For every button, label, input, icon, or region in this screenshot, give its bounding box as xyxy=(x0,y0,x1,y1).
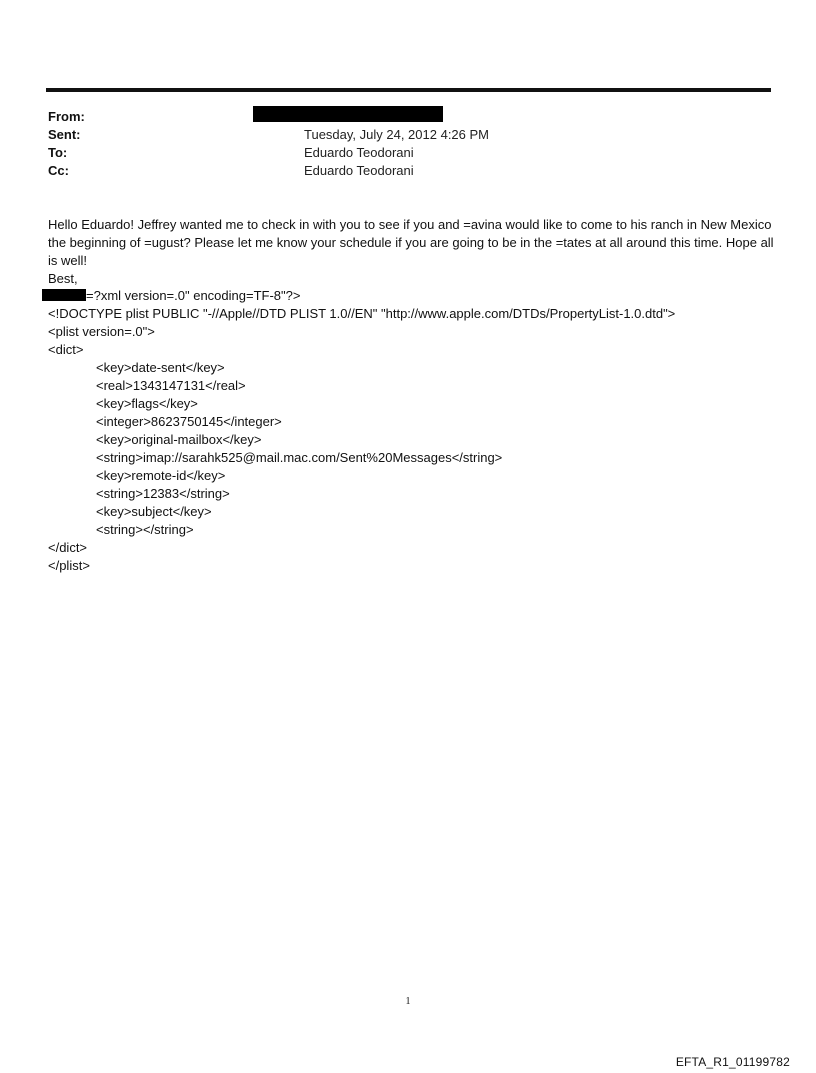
sent-value: Tuesday, July 24, 2012 4:26 PM xyxy=(304,127,489,142)
from-row xyxy=(48,108,85,126)
xml-line: <plist version=.0"> xyxy=(48,324,155,339)
xml-line: <!DOCTYPE plist PUBLIC "-//Apple//DTD PLIST 1.0//EN" "http://www.apple.com/DTDs/PropertyList-1.0.dtd"> xyxy=(48,306,676,321)
xml-line: </plist> xyxy=(48,558,90,573)
cc-value: Eduardo Teodorani xyxy=(304,163,414,178)
message-signoff: Best, xyxy=(48,271,78,286)
redaction-from xyxy=(253,106,443,122)
xml-line: <string></string> xyxy=(96,522,194,537)
xml-line: <key>subject</key> xyxy=(96,504,212,519)
sent-label: Sent: xyxy=(48,127,81,142)
header-rule xyxy=(46,88,771,92)
xml-line: </dict> xyxy=(48,540,88,555)
page-number: 1 xyxy=(405,996,411,1007)
sent-row xyxy=(48,126,489,144)
to-label: To: xyxy=(48,145,68,160)
xml-line: <key>remote-id</key> xyxy=(96,468,226,483)
xml-line: <real>1343147131</real> xyxy=(96,378,246,393)
cc-label: Cc: xyxy=(48,163,69,178)
xml-line: <key>date-sent</key> xyxy=(96,360,225,375)
message-body xyxy=(48,216,778,288)
xml-declaration-line: =?xml version=.0" encoding=TF-8"?> xyxy=(86,288,301,303)
xml-line: <key>flags</key> xyxy=(96,396,198,411)
from-label: From: xyxy=(48,109,85,124)
cc-row xyxy=(48,162,414,180)
xml-line: <integer>8623750145</integer> xyxy=(96,414,282,429)
to-value: Eduardo Teodorani xyxy=(304,145,414,160)
xml-line: <dict> xyxy=(48,342,84,357)
bates-number: EFTA_R1_01199782 xyxy=(675,1055,790,1069)
redaction-signature xyxy=(42,289,86,301)
xml-line: <string>12383</string> xyxy=(96,486,230,501)
to-row xyxy=(48,144,414,162)
xml-line: <string>imap://sarahk525@mail.mac.com/Sent%20Messages</string> xyxy=(96,450,503,465)
xml-line: <key>original-mailbox</key> xyxy=(96,432,262,447)
message-paragraph: Hello Eduardo! Jeffrey wanted me to check in with you to see if you and =avina would like to come to his ranch in New Mexico the beginning of =ugust? Please let me know your schedule if you are going to be in the =tates at all around this time. Hope all is well! xyxy=(48,217,774,268)
